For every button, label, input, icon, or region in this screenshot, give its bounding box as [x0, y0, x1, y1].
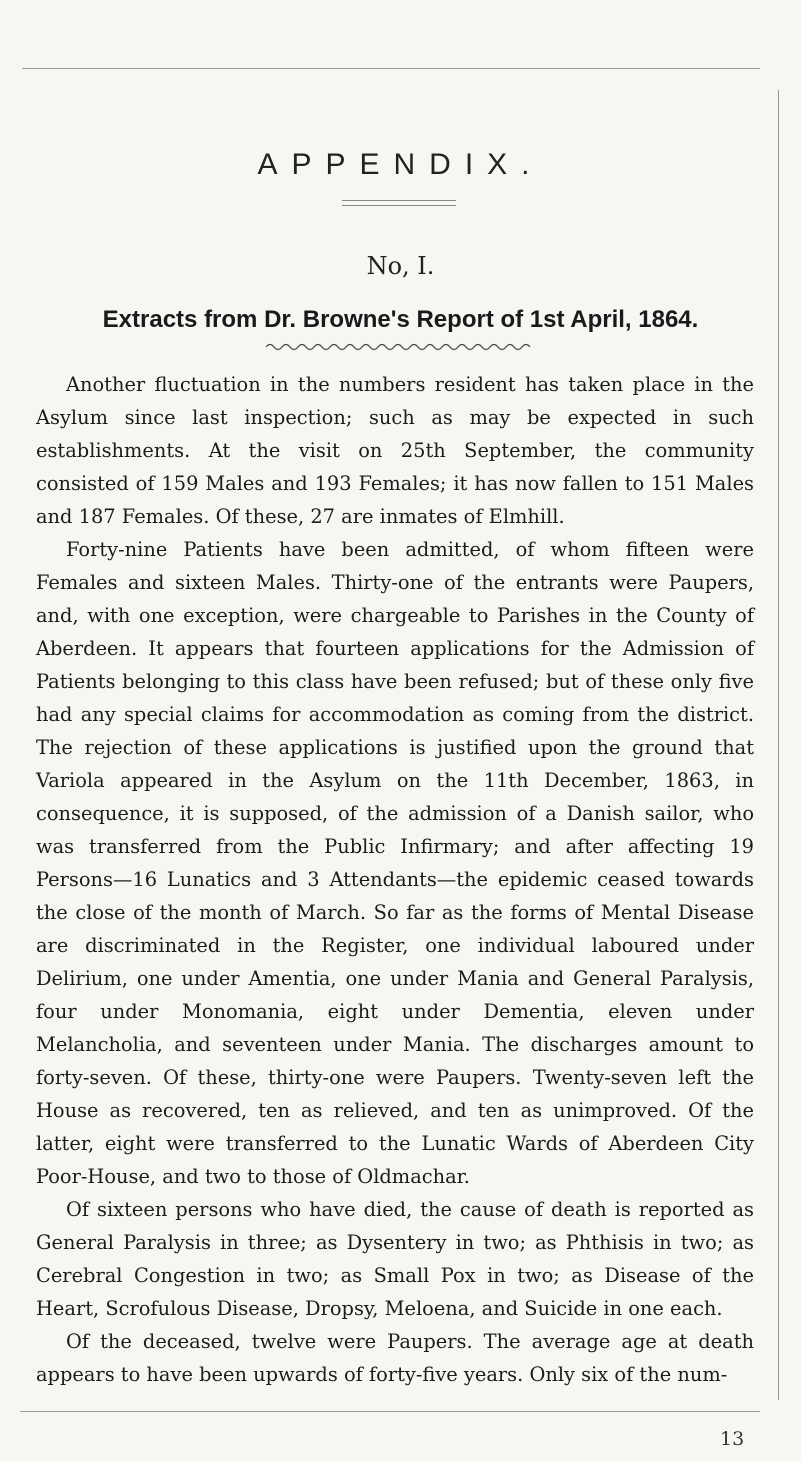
appendix-heading: APPENDIX. [257, 148, 544, 181]
paragraph: Of the deceased, twelve were Paupers. The average age at death appears to have been upwards of forty-five years. Only six of the num- [36, 1330, 754, 1386]
paragraph: Another fluctuation in the numbers resident has taken place in the Asylum since last inspection; such as may be expected in such establishments. At the visit on 25th September, the community consisted of 159 Males and 193 Females; it has now fallen to 151 Males and 187 Females. Of these, 27 are inmates of Elmhill. [36, 373, 754, 528]
paragraph: Of sixteen persons who have died, the cause of death is reported as General Paralysis in three; as Dysentery in two; as Phthisis in two; as Cerebral Congestion in two; as Small Pox in two; as Disease of the Heart, Scrofulous Disease, Dropsy, Meloena, and Suicide in one each. [36, 1198, 754, 1320]
page-number: 13 [720, 1428, 745, 1450]
right-rule [778, 90, 779, 1400]
report-body [36, 368, 754, 1391]
top-rule [22, 68, 760, 69]
appendix-number: No, I. [366, 252, 435, 280]
paragraph: Forty-nine Patients have been admitted, of whom fifteen were Females and sixteen Males. Thirty-one of the entrants were Paupers, and, with one exception, were chargeable to Parishes in the County of Aberdeen. It appears that fourteen applications for the Admission of Patients belonging to this class have been refused; but of these only five had any special claims for accommodation as coming from the district. The rejection of these applications is justified upon the ground that Variola appeared in the Asylum on the 11th December, 1863, in consequence, it is supposed, of the admission of a Danish sailor, who was transferred from the Public Infirmary; and after affecting 19 Persons—16 Lunatics and 3 Attendants—the epidemic ceased towards the close of the month of March. So far as the forms of Mental Disease are discriminated in the Register, one individual laboured under Delirium, one under Amentia, one under Mania and General Paralysis, four under Monomania, eight under Dementia, eleven under Melancholia, and seventeen under Mania. The discharges amount to forty-seven. Of these, thirty-one were Paupers. Twenty-seven left the House as recovered, ten as relieved, and ten as unimproved. Of the latter, eight were transferred to the Lunatic Wards of Aberdeen City Poor-House, and two to those of Oldmachar. [36, 538, 754, 1188]
bottom-rule [20, 1411, 760, 1412]
double-rule-divider [342, 200, 456, 206]
wavy-divider [266, 342, 534, 352]
report-title: Extracts from Dr. Browne's Report of 1st April, 1864. [102, 306, 699, 333]
